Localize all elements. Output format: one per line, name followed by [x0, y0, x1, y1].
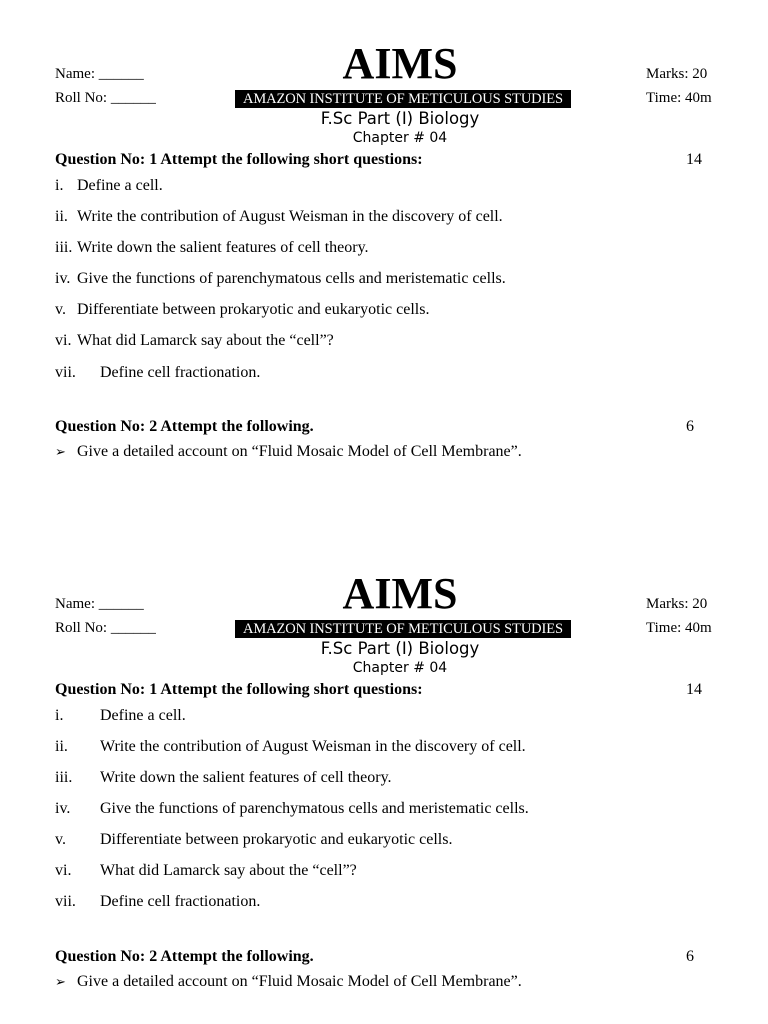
- roll-number-field-label: Roll No: ______: [55, 90, 156, 106]
- total-marks: Marks: 20: [646, 66, 708, 82]
- subject-title: F.Sc Part (I) Biology: [320, 109, 480, 128]
- question-2-marks: 6: [686, 418, 694, 435]
- item-number: i.: [55, 177, 64, 194]
- institute-logo-text: AIMS: [342, 569, 458, 618]
- item-text: Write down the salient features of cell theory.: [100, 769, 392, 786]
- question-2-heading: Question No: 2 Attempt the following.: [55, 418, 314, 435]
- question-paper: [0, 530, 768, 1010]
- chapter-title: Chapter # 04: [352, 660, 448, 676]
- question-1-heading: Question No: 1 Attempt the following short questions:: [55, 681, 423, 698]
- chapter-title: Chapter # 04: [352, 130, 448, 146]
- name-field-label: Name: ______: [55, 66, 144, 82]
- list-item: [55, 737, 526, 757]
- bullet-item: [55, 442, 522, 463]
- list-item: [55, 706, 186, 726]
- item-number: iv.: [55, 270, 71, 287]
- list-item: [55, 269, 506, 289]
- item-text: Write the contribution of August Weisman in the discovery of cell.: [77, 208, 503, 225]
- item-text: What did Lamarck say about the “cell”?: [77, 332, 334, 349]
- question-1-marks: 14: [686, 681, 702, 698]
- item-text: Define cell fractionation.: [100, 893, 261, 910]
- item-text: Write the contribution of August Weisman in the discovery of cell.: [100, 738, 526, 755]
- subject-title: F.Sc Part (I) Biology: [320, 639, 480, 658]
- item-number: ii.: [55, 738, 68, 755]
- question-paper: [0, 0, 768, 480]
- arrow-bullet-icon: ➢: [55, 445, 66, 460]
- item-number: vii.: [55, 364, 76, 381]
- item-number: vi.: [55, 332, 72, 349]
- item-text: Differentiate between prokaryotic and eukaryotic cells.: [77, 301, 430, 318]
- item-number: iii.: [55, 769, 73, 786]
- item-text: Give the functions of parenchymatous cells and meristematic cells.: [77, 270, 506, 287]
- institute-name-banner: AMAZON INSTITUTE OF METICULOUS STUDIES: [235, 90, 571, 108]
- item-text: Give the functions of parenchymatous cells and meristematic cells.: [100, 800, 529, 817]
- list-item: [55, 207, 503, 227]
- list-item: [55, 861, 357, 881]
- time-allowed: Time: 40m: [646, 620, 712, 636]
- total-marks: Marks: 20: [646, 596, 708, 612]
- question-2-marks: 6: [686, 948, 694, 965]
- item-text: Define a cell.: [77, 177, 163, 194]
- list-item: [55, 363, 260, 383]
- item-text: Define a cell.: [100, 707, 186, 724]
- item-number: vii.: [55, 893, 76, 910]
- item-number: vi.: [55, 862, 72, 879]
- list-item: [55, 300, 429, 320]
- item-text: Define cell fractionation.: [100, 364, 261, 381]
- list-item: [55, 331, 334, 351]
- item-number: ii.: [55, 208, 68, 225]
- roll-number-field-label: Roll No: ______: [55, 620, 156, 636]
- bullet-item: [55, 972, 522, 993]
- item-number: v.: [55, 831, 66, 848]
- item-number: v.: [55, 301, 66, 318]
- question-1-heading: Question No: 1 Attempt the following short questions:: [55, 151, 423, 168]
- time-allowed: Time: 40m: [646, 90, 712, 106]
- list-item: [55, 799, 529, 819]
- item-number: i.: [55, 707, 64, 724]
- question-1-marks: 14: [686, 151, 702, 168]
- name-field-label: Name: ______: [55, 596, 144, 612]
- item-number: iv.: [55, 800, 71, 817]
- institute-name-banner: AMAZON INSTITUTE OF METICULOUS STUDIES: [235, 620, 571, 638]
- list-item: [55, 238, 369, 258]
- bullet-text: Give a detailed account on “Fluid Mosaic Model of Cell Membrane”.: [77, 443, 522, 460]
- arrow-bullet-icon: ➢: [55, 975, 66, 990]
- institute-logo-text: AIMS: [342, 39, 458, 88]
- question-2-heading: Question No: 2 Attempt the following.: [55, 948, 314, 965]
- item-number: iii.: [55, 239, 73, 256]
- item-text: Differentiate between prokaryotic and eukaryotic cells.: [100, 831, 453, 848]
- bullet-text: Give a detailed account on “Fluid Mosaic Model of Cell Membrane”.: [77, 973, 522, 990]
- list-item: [55, 176, 163, 196]
- list-item: [55, 768, 392, 788]
- list-item: [55, 892, 260, 912]
- list-item: [55, 830, 452, 850]
- item-text: What did Lamarck say about the “cell”?: [100, 862, 357, 879]
- item-text: Write down the salient features of cell theory.: [77, 239, 369, 256]
